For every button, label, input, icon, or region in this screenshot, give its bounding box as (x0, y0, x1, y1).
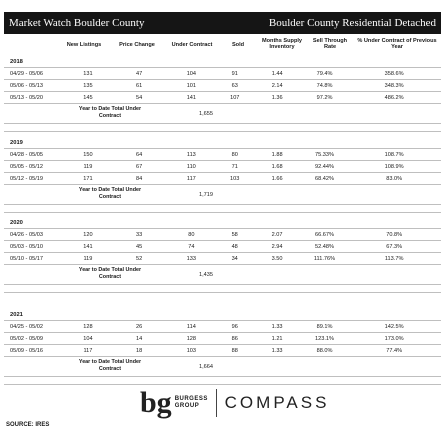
value-cell: 47 (113, 68, 166, 80)
year-heading: 2021 (10, 312, 23, 318)
table-row (4, 333, 441, 345)
burgess-logo-line1: BURGESS (174, 396, 208, 402)
value-cell: 68.42% (302, 173, 348, 185)
value-cell: 1.21 (252, 333, 301, 345)
row-separator (4, 131, 441, 132)
value-cell: 2.07 (252, 229, 301, 241)
value-cell: 150 (63, 149, 112, 161)
value-cell: 101 (166, 80, 217, 92)
value-cell: 145 (63, 92, 112, 104)
value-cell: 1.44 (253, 68, 302, 80)
value-cell: 74 (166, 241, 217, 253)
data-table (4, 229, 441, 265)
value-cell: 71 (217, 161, 253, 173)
value-cell: 66.67% (302, 229, 348, 241)
date-range-cell: 04/25 - 05/02 (4, 321, 63, 333)
value-cell: 141 (166, 92, 217, 104)
value-cell: 1.68 (252, 161, 301, 173)
table-row (4, 68, 441, 80)
col-months-supply: Months Supply Inventory (261, 38, 303, 51)
ytd-label: Year to Date Total Under Contract (78, 187, 142, 200)
value-cell: 119 (63, 253, 112, 265)
value-cell: 64 (113, 149, 166, 161)
report-subtitle: Boulder County Residential Detached (268, 17, 436, 29)
value-cell: 75.33% (302, 149, 348, 161)
value-cell: 104 (63, 333, 112, 345)
year-heading: 2020 (10, 220, 23, 226)
table-row (4, 161, 441, 173)
value-cell: 83.0% (347, 173, 441, 185)
value-cell: 26 (113, 321, 166, 333)
date-range-cell: 04/26 - 05/03 (4, 229, 63, 241)
date-range-cell: 04/28 - 05/05 (4, 149, 63, 161)
value-cell: 88 (217, 345, 252, 357)
value-cell: 58 (217, 229, 252, 241)
value-cell: 79.4% (302, 68, 347, 80)
date-range-cell: 05/10 - 05/17 (4, 253, 63, 265)
compass-logo: COMPASS (224, 393, 330, 412)
value-cell: 111.76% (302, 253, 348, 265)
value-cell: 141 (63, 241, 112, 253)
value-cell: 70.8% (347, 229, 441, 241)
value-cell: 119 (63, 161, 112, 173)
value-cell: 67.3% (347, 241, 441, 253)
table-row (4, 321, 441, 333)
column-header-row (4, 36, 441, 56)
value-cell: 92.44% (302, 161, 348, 173)
value-cell: 108.7% (347, 149, 441, 161)
date-range-cell: 05/13 - 05/20 (4, 92, 63, 104)
value-cell: 88.0% (302, 345, 348, 357)
value-cell: 1.88 (252, 149, 301, 161)
burgess-group-logo-mark: bg (140, 386, 172, 419)
value-cell: 107 (217, 92, 253, 104)
value-cell: 52 (113, 253, 166, 265)
value-cell: 108.9% (347, 161, 441, 173)
burgess-group-logo-text (175, 396, 208, 410)
value-cell: 84 (113, 173, 166, 185)
title-bar (4, 12, 441, 34)
ytd-value: 1,655 (199, 111, 213, 117)
table-row (4, 229, 441, 241)
value-cell: 131 (63, 68, 112, 80)
year-heading: 2019 (10, 140, 23, 146)
ytd-value: 1,435 (199, 272, 213, 278)
table-row (4, 173, 441, 185)
value-cell: 91 (217, 68, 253, 80)
date-range-cell: 05/02 - 05/09 (4, 333, 63, 345)
table-row (4, 92, 441, 104)
date-range-cell: 05/06 - 05/13 (4, 80, 63, 92)
date-range-cell: 05/05 - 05/12 (4, 161, 63, 173)
value-cell: 61 (113, 80, 166, 92)
row-separator (4, 204, 441, 205)
value-cell: 110 (166, 161, 217, 173)
value-cell: 80 (166, 229, 217, 241)
value-cell: 63 (217, 80, 253, 92)
value-cell: 3.50 (252, 253, 301, 265)
row-separator (4, 284, 441, 285)
value-cell: 18 (113, 345, 166, 357)
ytd-value: 1,664 (199, 364, 213, 370)
col-pct-under-contract: % Under Contract of Previous Year (357, 38, 437, 51)
value-cell: 173.0% (347, 333, 441, 345)
col-new-listings: New Listings (66, 42, 102, 48)
value-cell: 128 (63, 321, 112, 333)
logo-divider (216, 389, 217, 417)
value-cell: 52.48% (302, 241, 348, 253)
value-cell: 123.1% (302, 333, 348, 345)
value-cell: 358.6% (347, 68, 441, 80)
row-separator (4, 123, 441, 124)
row-separator (4, 292, 441, 293)
value-cell: 117 (63, 345, 112, 357)
value-cell: 67 (113, 161, 166, 173)
value-cell: 486.2% (347, 92, 441, 104)
value-cell: 113.7% (347, 253, 441, 265)
col-sold: Sold (231, 42, 245, 48)
value-cell: 135 (63, 80, 112, 92)
report-title: Market Watch Boulder County (9, 17, 145, 29)
value-cell: 117 (166, 173, 217, 185)
table-row (4, 253, 441, 265)
col-sell-through: Sell Through Rate (312, 38, 348, 51)
value-cell: 89.1% (302, 321, 348, 333)
value-cell: 74.8% (302, 80, 347, 92)
value-cell: 86 (217, 333, 252, 345)
burgess-logo-line2: GROUP (174, 403, 200, 409)
value-cell: 2.14 (253, 80, 302, 92)
col-under-contract: Under Contract (171, 42, 213, 48)
row-separator (4, 212, 441, 213)
value-cell: 34 (217, 253, 252, 265)
value-cell: 48 (217, 241, 252, 253)
row-separator (4, 376, 441, 377)
date-range-cell: 05/09 - 05/16 (4, 345, 63, 357)
value-cell: 103 (217, 173, 253, 185)
table-row (4, 241, 441, 253)
data-table (4, 149, 441, 185)
value-cell: 97.2% (302, 92, 347, 104)
col-price-change: Price Change (119, 42, 155, 48)
value-cell: 96 (217, 321, 252, 333)
ytd-label: Year to Date Total Under Contract (78, 359, 142, 372)
table-row (4, 80, 441, 92)
value-cell: 54 (113, 92, 166, 104)
date-range-cell: 04/29 - 05/06 (4, 68, 63, 80)
table-row (4, 345, 441, 357)
source-note: SOURCE: IRES (6, 422, 50, 428)
value-cell: 1.66 (252, 173, 301, 185)
value-cell: 113 (166, 149, 217, 161)
value-cell: 133 (166, 253, 217, 265)
data-table (4, 321, 441, 357)
value-cell: 2.94 (252, 241, 301, 253)
value-cell: 14 (113, 333, 166, 345)
ytd-value: 1,719 (199, 192, 213, 198)
ytd-label: Year to Date Total Under Contract (78, 106, 142, 119)
value-cell: 104 (166, 68, 217, 80)
value-cell: 1.36 (253, 92, 302, 104)
table-row (4, 149, 441, 161)
data-table (4, 68, 441, 104)
value-cell: 348.3% (347, 80, 441, 92)
value-cell: 1.33 (252, 321, 301, 333)
date-range-cell: 05/12 - 05/19 (4, 173, 63, 185)
value-cell: 114 (166, 321, 217, 333)
date-range-cell: 05/03 - 05/10 (4, 241, 63, 253)
ytd-label: Year to Date Total Under Contract (78, 267, 142, 280)
value-cell: 128 (166, 333, 217, 345)
logo-area (140, 385, 329, 421)
value-cell: 33 (113, 229, 166, 241)
value-cell: 120 (63, 229, 112, 241)
value-cell: 103 (166, 345, 217, 357)
value-cell: 171 (63, 173, 112, 185)
value-cell: 1.33 (252, 345, 301, 357)
value-cell: 45 (113, 241, 166, 253)
value-cell: 77.4% (347, 345, 441, 357)
value-cell: 142.5% (347, 321, 441, 333)
value-cell: 80 (217, 149, 253, 161)
year-heading: 2018 (10, 59, 23, 65)
